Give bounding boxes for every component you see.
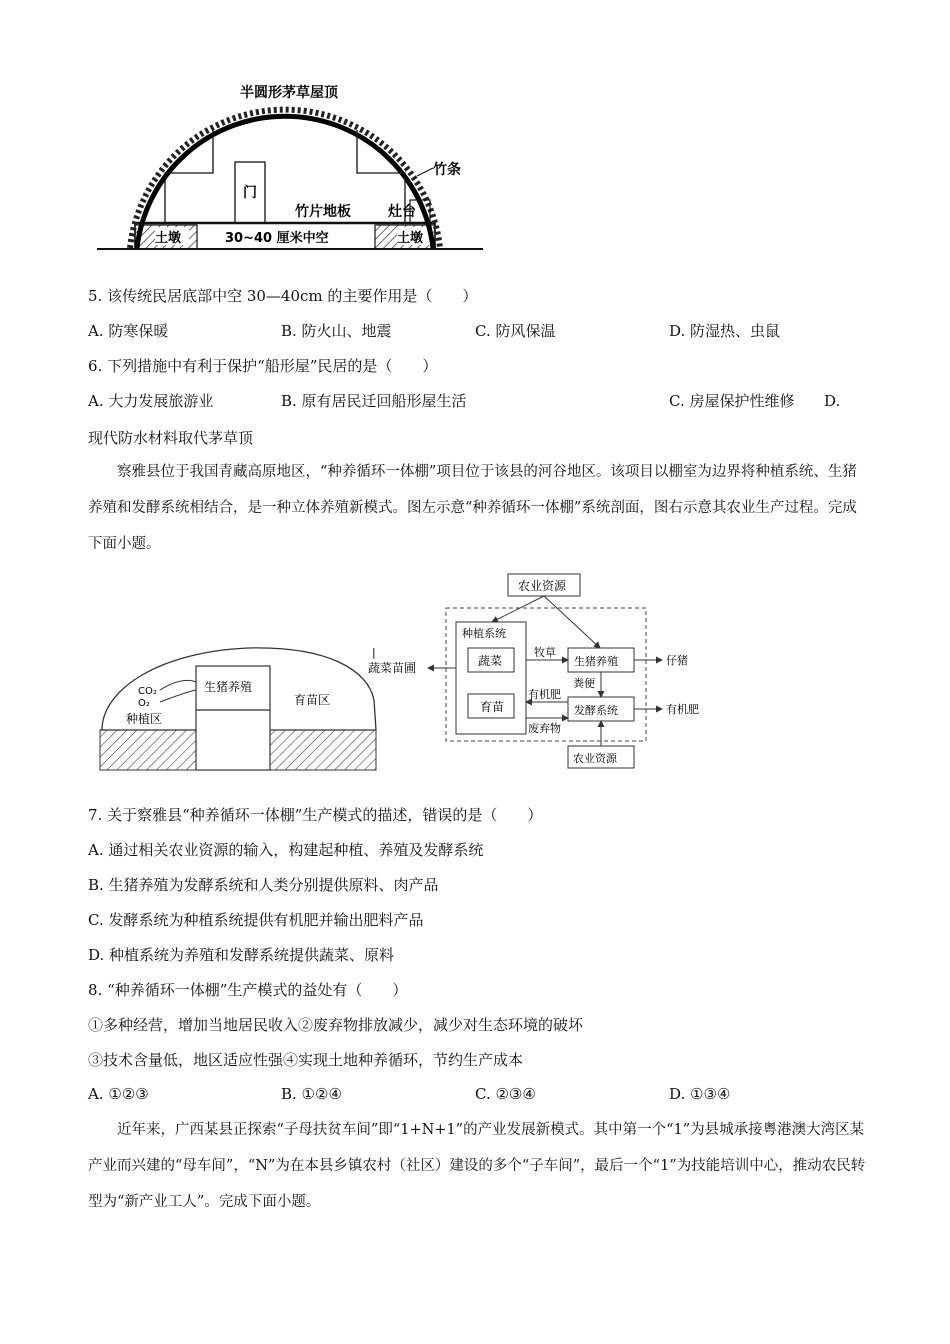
q8-statements-2: ③技术含量低，地区适应性强④实现土地种养循环，节约生产成本 bbox=[88, 1051, 524, 1069]
piglet-label: 仔猪 bbox=[666, 654, 688, 667]
q8-option-d[interactable]: D. ①③④ bbox=[669, 1085, 731, 1103]
q7-stem: 7. 关于察雅县“种养循环一体棚”生产模式的描述，错误的是（ ） bbox=[88, 806, 543, 824]
q7-option-c[interactable]: C. 发酵系统为种植系统提供有机肥并输出肥料产品 bbox=[88, 911, 424, 929]
passage-1: 察雅县位于我国青藏高原地区，“种养循环一体棚”项目位于该县的河谷地区。该项目以棚室为边界将种植系统、生猪养殖和发酵系统相结合，是一种立体养殖新模式。图左示意“种养循环一体棚”系统剖面，图右示意其农业生产过程。完成下面小题。 bbox=[88, 464, 857, 552]
q7-option-a[interactable]: A. 通过相关农业资源的输入，构建起种植、养殖及发酵系统 bbox=[88, 841, 484, 859]
forage-label: 牧草 bbox=[534, 646, 556, 659]
q5-option-b[interactable]: B. 防火山、地震 bbox=[281, 322, 392, 340]
q6-stem: 6. 下列措施中有利于保护“船形屋”民居的是（ ） bbox=[88, 357, 438, 375]
pig-pit bbox=[196, 710, 270, 770]
pig-farming-label-right: 生猪养殖 bbox=[574, 655, 618, 668]
q6-option-b[interactable]: B. 原有居民迁回船形屋生活 bbox=[281, 392, 467, 410]
agri-flow-diagram bbox=[362, 570, 714, 775]
agri-resource-top-label: 农业资源 bbox=[518, 579, 567, 593]
floor-label: 竹片地板 bbox=[295, 204, 351, 220]
manure-label: 粪便 bbox=[573, 677, 595, 690]
q8-option-c[interactable]: C. ②③④ bbox=[475, 1085, 536, 1103]
seedling-zone-label: 育苗区 bbox=[294, 693, 331, 707]
mound-right-label: 土墩 bbox=[397, 231, 424, 246]
pig-farming-label: 生猪养殖 bbox=[204, 680, 253, 694]
organic-fertilizer-out-label: 有机肥 bbox=[666, 703, 699, 716]
agri-resource-bottom-label: 农业资源 bbox=[573, 752, 617, 765]
q6-option-c[interactable]: C. 房屋保护性维修 bbox=[669, 392, 795, 410]
q8-option-a[interactable]: A. ①②③ bbox=[88, 1085, 149, 1103]
vegetable-label: 蔬菜 bbox=[478, 654, 503, 668]
plant-system-label: 种植系统 bbox=[462, 627, 506, 640]
q8-stem: 8. “种养循环一体棚”生产模式的益处有（ ） bbox=[88, 981, 408, 999]
planting-zone-label: 种植区 bbox=[126, 712, 163, 726]
q6-option-d-text[interactable]: 现代防水材料取代茅草顶 bbox=[88, 429, 254, 447]
q6-option-d-prefix[interactable]: D. bbox=[824, 392, 841, 410]
q5-option-a[interactable]: A. 防寒保暖 bbox=[88, 322, 169, 340]
stove-label: 灶台 bbox=[388, 204, 416, 220]
q6-option-a[interactable]: A. 大力发展旅游业 bbox=[88, 392, 214, 410]
q7-option-b[interactable]: B. 生猪养殖为发酵系统和人类分别提供原料、肉产品 bbox=[88, 876, 439, 894]
q7-option-d[interactable]: D. 种植系统为养殖和发酵系统提供蔬菜、原料 bbox=[88, 946, 395, 964]
q8-option-b[interactable]: B. ①②④ bbox=[281, 1085, 342, 1103]
passage-2: 近年来，广西某县正探索“子母扶贫车间”即“1+N+1”的产业发展新模式。其中第一个“1”为县城承接粤港澳大湾区某产业而兴建的“母车间”，“N”为在本县乡镇农村（社区）建设的多个“子车间”，最后一个“1”为技能培训中心，推动农民转型为“新产业工人”。完成下面小题。 bbox=[88, 1122, 866, 1210]
q5-stem: 5. 该传统民居底部中空 30—40cm 的主要作用是（ ） bbox=[88, 287, 478, 305]
organic-fertilizer-in-label: 有机肥 bbox=[528, 688, 561, 701]
ferment-label: 发酵系统 bbox=[574, 704, 618, 717]
greenhouse-profile-figure bbox=[98, 630, 380, 772]
vegetable-nursery-label: 蔬菜苗圃 bbox=[368, 661, 417, 675]
house-cross-section-figure bbox=[95, 78, 485, 258]
seedling-label: 育苗 bbox=[480, 700, 505, 714]
q5-option-d[interactable]: D. 防湿热、虫鼠 bbox=[669, 322, 781, 340]
co2-label: CO₂ bbox=[138, 686, 157, 697]
waste-label: 废弃物 bbox=[528, 722, 561, 735]
marker-label: | bbox=[372, 646, 376, 659]
hollow-label: 30~40 厘米中空 bbox=[225, 231, 329, 246]
q5-option-c[interactable]: C. 防风保温 bbox=[475, 322, 556, 340]
mound-left-label: 土墩 bbox=[155, 231, 182, 246]
roof-label: 半圆形茅草屋顶 bbox=[240, 85, 338, 101]
o2-label: O₂ bbox=[138, 698, 150, 709]
door-label: 门 bbox=[243, 185, 257, 201]
q8-statements-1: ①多种经营，增加当地居民收入②废弃物排放减少，减少对生态环境的破坏 bbox=[88, 1016, 584, 1034]
bamboo-label: 竹条 bbox=[433, 162, 461, 178]
